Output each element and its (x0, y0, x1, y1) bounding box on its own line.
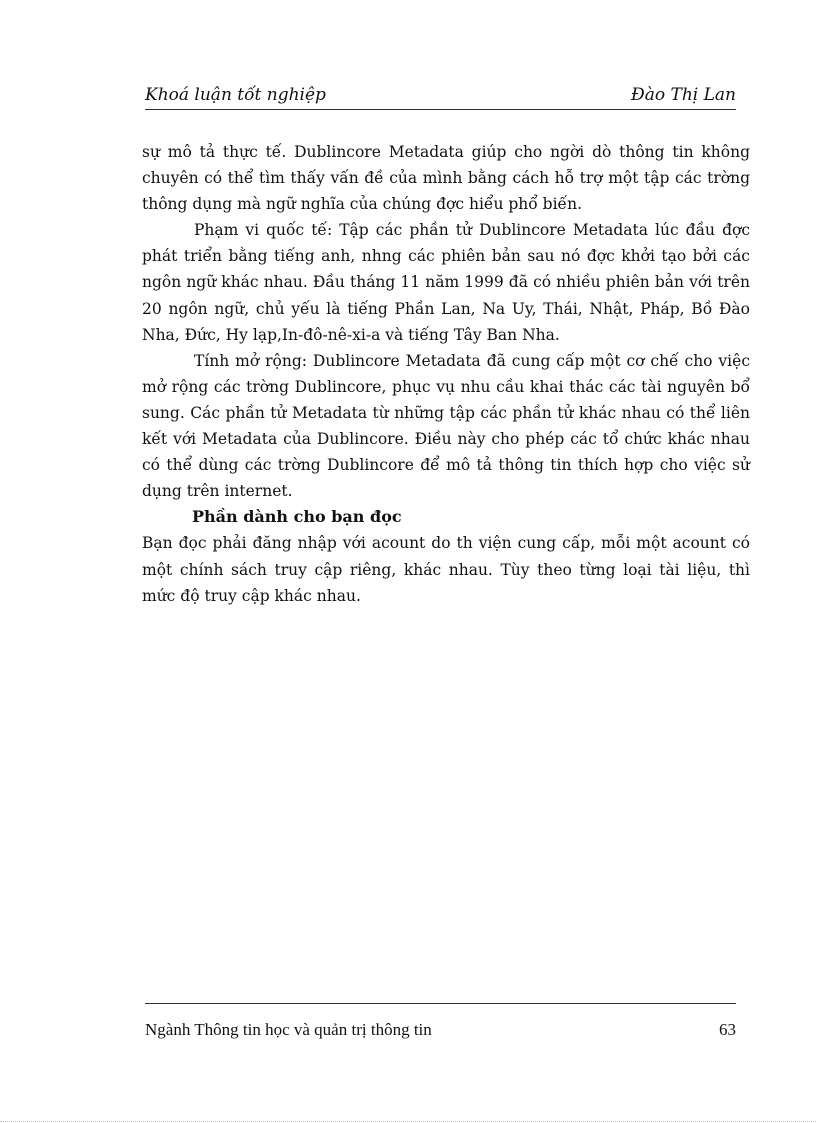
header-thesis-title: Khoá luận tốt nghiệp (145, 85, 326, 105)
page-body (142, 139, 750, 609)
footer-divider (145, 1003, 736, 1004)
paragraph-international-scope: Phạm vi quốc tế: Tập các phần tử Dublincore Metadata lúc đầu đợc phát triển bằng tiếng anh, nhng các phiên bản sau nó đợc khởi tạo bởi các ngôn ngữ khác nhau. Đầu tháng 11 năm 1999 đã có nhiều phiên bản với trên 20 ngôn ngữ, chủ yếu là tiếng Phần Lan, Na Uy, Thái, Nhật, Pháp, Bồ Đào Nha, Đức, Hy lạp,In-đô-nê-xi-a và tiếng Tây Ban Nha. (142, 221, 750, 344)
section-heading: Phần dành cho bạn đọc (192, 507, 402, 527)
paragraph-extensibility: Tính mở rộng: Dublincore Metadata đã cung cấp một cơ chế cho việc mở rộng các trờng Dublincore, phục vụ nhu cầu khai thác các tài nguyên bổ sung. Các phần tử Metadata từ những tập các phần tử khác nhau có thể liên kết với Metadata của Dublincore. Điều này cho phép các tổ chức khác nhau có thể dùng các trờng Dublincore để mô tả thông tin thích hợp cho việc sử dụng trên internet. (142, 351, 750, 501)
footer-department: Ngành Thông tin học và quản trị thông tin (145, 1020, 432, 1039)
header-author-name: Đào Thị Lan (631, 85, 736, 105)
paragraph-reader-access: Bạn đọc phải đăng nhập với acount do th viện cung cấp, mỗi một acount có một chính sách truy cập riêng, khác nhau. Tùy theo từng loại tài liệu, thì mức độ truy cập khác nhau. (142, 534, 750, 605)
page-bottom-dotted-edge (0, 1121, 816, 1122)
paragraph-description: sự mô tả thực tế. Dublincore Metadata giúp cho ngời dò thông tin không chuyên có thể tìm thấy vấn đề của mình bằng cách hỗ trợ một tập các trờng thông dụng mà ngữ nghĩa của chúng đợc hiểu phổ biến. (142, 143, 750, 214)
page-number: 63 (719, 1020, 736, 1039)
page-header (145, 85, 736, 110)
page-footer (145, 1020, 736, 1044)
